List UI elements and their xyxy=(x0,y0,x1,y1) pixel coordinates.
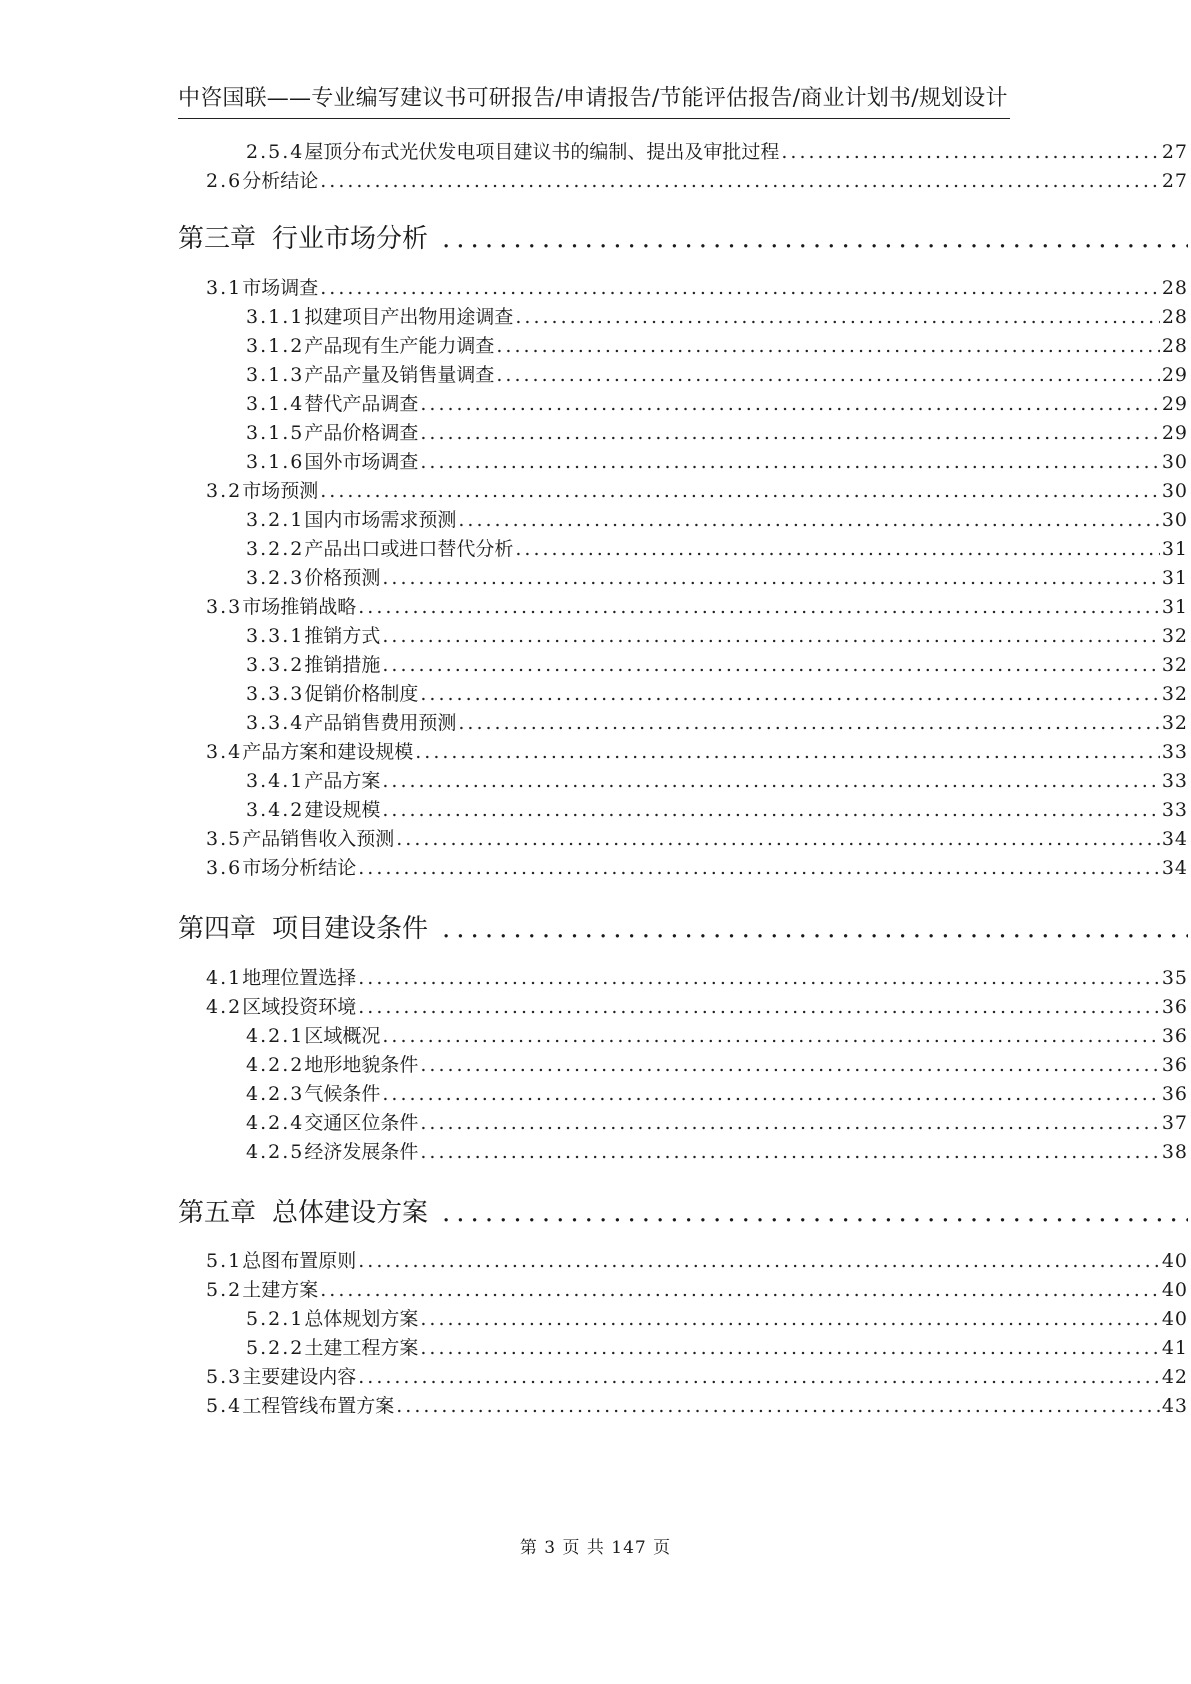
toc-entry-title: 工程管线布置方案 xyxy=(242,1395,395,1417)
toc-entry-title: 气候条件 xyxy=(304,1083,381,1105)
toc-entry-title: 国内市场需求预测 xyxy=(304,509,457,531)
toc-entry-title: 产品方案 xyxy=(304,770,381,792)
dot-leader xyxy=(358,857,1160,879)
toc-entry-title: 市场分析结论 xyxy=(242,857,357,879)
dot-leader xyxy=(420,1112,1159,1134)
chapter-label: 第五章 xyxy=(178,1198,257,1228)
toc-entry-number: 4.2.5 xyxy=(246,1141,305,1163)
toc-subsection-entry[interactable] xyxy=(246,331,1188,361)
dot-leader xyxy=(358,967,1160,989)
toc-entry-number: 4.2.4 xyxy=(246,1112,305,1134)
dot-leader xyxy=(415,741,1160,763)
toc-entry-number: 3.3.2 xyxy=(246,654,305,676)
toc-entry-number: 3.4.1 xyxy=(246,770,305,792)
toc-entry-page: 28 xyxy=(1161,306,1188,328)
toc-entry-number: 3.1.3 xyxy=(246,364,305,386)
toc-entry-page: 29 xyxy=(1161,393,1188,415)
toc-subsection-entry[interactable] xyxy=(246,1108,1188,1138)
toc-entry-title: 土建方案 xyxy=(242,1279,319,1301)
page-number-text: 第 3 页 共 147 页 xyxy=(519,1538,672,1558)
toc-section-entry[interactable] xyxy=(206,824,1188,854)
toc-subsection-entry[interactable] xyxy=(246,650,1188,680)
toc-subsection-entry[interactable] xyxy=(246,505,1188,535)
toc-subsection-entry[interactable] xyxy=(246,621,1188,651)
toc-subsection-entry[interactable] xyxy=(246,795,1188,825)
toc-entry-number: 4.2 xyxy=(206,996,243,1018)
toc-entry-number: 3.1 xyxy=(206,277,243,299)
toc-entry-number: 3.2.3 xyxy=(246,567,305,589)
toc-entry-number: 5.2 xyxy=(206,1279,243,1301)
toc-entry-number: 3.3.4 xyxy=(246,712,305,734)
toc-entry-title: 分析结论 xyxy=(242,170,319,192)
toc-section-entry[interactable] xyxy=(206,1362,1188,1392)
toc-subsection-entry[interactable] xyxy=(246,1137,1188,1167)
toc-entry-title: 市场调查 xyxy=(242,277,319,299)
toc-subsection-entry[interactable] xyxy=(246,302,1188,332)
toc-entry-number: 3.1.4 xyxy=(246,393,305,415)
dot-leader xyxy=(781,141,1159,163)
dot-leader xyxy=(320,277,1160,299)
toc-entry-page: 33 xyxy=(1161,770,1188,792)
toc-entry-title: 交通区位条件 xyxy=(304,1112,419,1134)
toc-entry-title: 屋顶分布式光伏发电项目建议书的编制、提出及审批过程 xyxy=(304,141,780,163)
toc-entry-page: 27 xyxy=(1161,141,1188,163)
toc-entry-number: 5.2.2 xyxy=(246,1337,305,1359)
toc-subsection-entry[interactable] xyxy=(246,1050,1188,1080)
toc-section-entry[interactable] xyxy=(206,853,1188,883)
dot-leader xyxy=(458,509,1159,531)
toc-entry-number: 3.3.1 xyxy=(246,625,305,647)
toc-entry-page: 41 xyxy=(1161,1337,1188,1359)
toc-subsection-entry[interactable] xyxy=(246,1333,1188,1363)
toc-entry-number: 3.4.2 xyxy=(246,799,305,821)
toc-entry-title: 价格预测 xyxy=(304,567,381,589)
toc-entry-page: 36 xyxy=(1161,996,1188,1018)
toc-entry-page: 28 xyxy=(1161,277,1188,299)
toc-entry-title: 产品价格调查 xyxy=(304,422,419,444)
toc-entry-page: 27 xyxy=(1161,170,1188,192)
toc-entry-page: 42 xyxy=(1161,1366,1188,1388)
dot-leader xyxy=(382,1025,1159,1047)
toc-entry-number: 5.1 xyxy=(206,1250,243,1272)
dot-leader xyxy=(382,567,1159,589)
toc-entry-title: 拟建项目产出物用途调查 xyxy=(304,306,514,328)
toc-entry-title: 产品销售费用预测 xyxy=(304,712,457,734)
dot-leader xyxy=(420,1337,1159,1359)
chapter-label: 第四章 xyxy=(178,914,257,944)
dot-leader xyxy=(420,683,1159,705)
toc-entry-title: 总体规划方案 xyxy=(304,1308,419,1330)
toc-entry-page: 40 xyxy=(1161,1250,1188,1272)
toc-entry-page: 32 xyxy=(1161,654,1188,676)
toc-chapter-heading xyxy=(178,218,1188,258)
toc-chapter-heading xyxy=(178,1192,1188,1232)
dot-leader xyxy=(358,996,1160,1018)
header-text: 中咨国联——专业编写建议书可研报告/申请报告/节能评估报告/商业计划书/规划设计 xyxy=(178,86,1008,111)
toc-entry-number: 4.1 xyxy=(206,967,243,989)
toc-entry-title: 经济发展条件 xyxy=(304,1141,419,1163)
toc-entry-page: 30 xyxy=(1161,509,1188,531)
toc-entry-title: 区域投资环境 xyxy=(242,996,357,1018)
dot-leader xyxy=(420,422,1159,444)
dot-leader xyxy=(496,335,1159,357)
toc-entry-title: 地理位置选择 xyxy=(242,967,357,989)
dot-leader xyxy=(442,1198,1188,1228)
dot-leader xyxy=(382,770,1159,792)
toc-subsection-entry[interactable] xyxy=(246,534,1188,564)
toc-subsection-entry[interactable] xyxy=(246,708,1188,738)
toc-subsection-entry[interactable] xyxy=(246,766,1188,796)
toc-entry-number: 2.5.4 xyxy=(246,141,305,163)
toc-entry-page: 36 xyxy=(1161,1054,1188,1076)
page-footer xyxy=(0,1533,1191,1558)
toc-section-entry[interactable] xyxy=(206,273,1188,303)
dot-leader xyxy=(396,1395,1160,1417)
toc-entry-page: 36 xyxy=(1161,1083,1188,1105)
toc-entry-page: 40 xyxy=(1161,1308,1188,1330)
toc-entry-title: 推销措施 xyxy=(304,654,381,676)
toc-subsection-entry[interactable] xyxy=(246,1079,1188,1109)
toc-entry-number: 3.1.6 xyxy=(246,451,305,473)
dot-leader xyxy=(442,914,1188,944)
toc-entry-number: 4.2.2 xyxy=(246,1054,305,1076)
toc-subsection-entry[interactable] xyxy=(246,418,1188,448)
toc-entry-title: 产品现有生产能力调查 xyxy=(304,335,495,357)
dot-leader xyxy=(320,170,1160,192)
toc-entry-page: 31 xyxy=(1161,596,1188,618)
toc-entry-number: 3.2.2 xyxy=(246,538,305,560)
toc-entry-page: 33 xyxy=(1161,741,1188,763)
toc-subsection-entry[interactable] xyxy=(246,1021,1188,1051)
toc-section-entry[interactable] xyxy=(206,476,1188,506)
chapter-title: 总体建设方案 xyxy=(272,1198,429,1228)
toc-entry-title: 土建工程方案 xyxy=(304,1337,419,1359)
toc-entry-title: 替代产品调查 xyxy=(304,393,419,415)
toc-entry-number: 3.1.1 xyxy=(246,306,305,328)
chapter-label: 第三章 xyxy=(178,224,257,254)
toc-subsection-entry[interactable] xyxy=(246,1304,1188,1334)
toc-subsection-entry[interactable] xyxy=(246,679,1188,709)
toc-entry-page: 29 xyxy=(1161,364,1188,386)
toc-entry-page: 30 xyxy=(1161,480,1188,502)
dot-leader xyxy=(382,654,1159,676)
dot-leader xyxy=(515,306,1159,328)
toc-chapter-heading xyxy=(178,908,1188,948)
dot-leader xyxy=(358,1250,1160,1272)
toc-entry-number: 5.3 xyxy=(206,1366,243,1388)
toc-subsection-entry[interactable] xyxy=(246,447,1188,477)
toc-entry-page: 33 xyxy=(1161,799,1188,821)
toc-subsection-entry[interactable] xyxy=(246,563,1188,593)
toc-entry-title: 建设规模 xyxy=(304,799,381,821)
toc-entry-title: 国外市场调查 xyxy=(304,451,419,473)
toc-entry-number: 5.2.1 xyxy=(246,1308,305,1330)
dot-leader xyxy=(515,538,1159,560)
dot-leader xyxy=(358,596,1160,618)
toc-entry-title: 市场预测 xyxy=(242,480,319,502)
dot-leader xyxy=(496,364,1159,386)
toc-subsection-entry[interactable] xyxy=(246,389,1188,419)
dot-leader xyxy=(420,451,1159,473)
toc-entry-number: 2.6 xyxy=(206,170,243,192)
toc-entry-title: 产品销售收入预测 xyxy=(242,828,395,850)
toc-section-entry[interactable] xyxy=(206,166,1188,196)
dot-leader xyxy=(442,224,1188,254)
toc-entry-page: 43 xyxy=(1161,1395,1188,1417)
dot-leader xyxy=(420,1141,1159,1163)
toc-entry-title: 主要建设内容 xyxy=(242,1366,357,1388)
dot-leader xyxy=(458,712,1159,734)
toc-entry-number: 4.2.3 xyxy=(246,1083,305,1105)
toc-entry-page: 32 xyxy=(1161,625,1188,647)
dot-leader xyxy=(420,1308,1159,1330)
toc-entry-page: 34 xyxy=(1161,828,1188,850)
dot-leader xyxy=(382,799,1159,821)
chapter-title: 行业市场分析 xyxy=(272,224,429,254)
toc-entry-page: 37 xyxy=(1161,1112,1188,1134)
toc-entry-title: 总图布置原则 xyxy=(242,1250,357,1272)
toc-section-entry[interactable] xyxy=(206,592,1188,622)
toc-section-entry[interactable] xyxy=(206,737,1188,767)
dot-leader xyxy=(382,625,1159,647)
toc-entry-number: 3.3 xyxy=(206,596,243,618)
toc-section-entry[interactable] xyxy=(206,1246,1188,1276)
page-header xyxy=(178,80,1010,119)
toc-subsection-entry[interactable] xyxy=(246,360,1188,390)
toc-entry-number: 3.2 xyxy=(206,480,243,502)
toc-entry-page: 28 xyxy=(1161,335,1188,357)
toc-entry-page: 31 xyxy=(1161,567,1188,589)
toc-entry-number: 3.1.5 xyxy=(246,422,305,444)
toc-entry-title: 区域概况 xyxy=(304,1025,381,1047)
toc-entry-page: 30 xyxy=(1161,451,1188,473)
dot-leader xyxy=(382,1083,1159,1105)
toc-entry-number: 3.5 xyxy=(206,828,243,850)
toc-entry-number: 3.1.2 xyxy=(246,335,305,357)
toc-entry-page: 29 xyxy=(1161,422,1188,444)
toc-entry-page: 35 xyxy=(1161,967,1188,989)
toc-entry-number: 3.2.1 xyxy=(246,509,305,531)
toc-entry-page: 31 xyxy=(1161,538,1188,560)
toc-section-entry[interactable] xyxy=(206,963,1188,993)
toc-entry-title: 地形地貌条件 xyxy=(304,1054,419,1076)
toc-entry-title: 促销价格制度 xyxy=(304,683,419,705)
toc-entry-number: 3.4 xyxy=(206,741,243,763)
dot-leader xyxy=(320,480,1160,502)
dot-leader xyxy=(420,1054,1159,1076)
toc-entry-number: 5.4 xyxy=(206,1395,243,1417)
toc-entry-number: 4.2.1 xyxy=(246,1025,305,1047)
toc-section-entry[interactable] xyxy=(206,1391,1188,1421)
toc-entry-number: 3.3.3 xyxy=(246,683,305,705)
toc-entry-title: 产品方案和建设规模 xyxy=(242,741,414,763)
toc-entry-page: 32 xyxy=(1161,683,1188,705)
toc-entry-page: 32 xyxy=(1161,712,1188,734)
toc-entry-title: 推销方式 xyxy=(304,625,381,647)
dot-leader xyxy=(358,1366,1160,1388)
toc-entry-title: 产品出口或进口替代分析 xyxy=(304,538,514,560)
toc-entry-number: 3.6 xyxy=(206,857,243,879)
toc-entry-title: 市场推销战略 xyxy=(242,596,357,618)
toc-section-entry[interactable] xyxy=(206,1275,1188,1305)
toc-subsection-entry[interactable] xyxy=(246,137,1188,167)
dot-leader xyxy=(320,1279,1160,1301)
toc-entry-page: 34 xyxy=(1161,857,1188,879)
toc-entry-page: 38 xyxy=(1161,1141,1188,1163)
dot-leader xyxy=(396,828,1160,850)
toc-entry-title: 产品产量及销售量调查 xyxy=(304,364,495,386)
dot-leader xyxy=(420,393,1159,415)
chapter-title: 项目建设条件 xyxy=(272,914,429,944)
toc-entry-page: 40 xyxy=(1161,1279,1188,1301)
toc-section-entry[interactable] xyxy=(206,992,1188,1022)
toc-entry-page: 36 xyxy=(1161,1025,1188,1047)
